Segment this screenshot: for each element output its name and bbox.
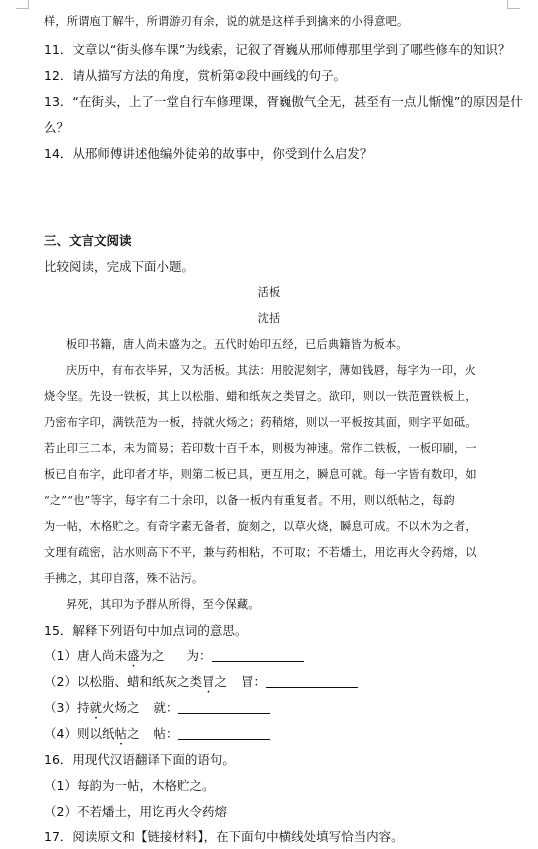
passage-line: 手拂之，其印自落，殊不沾污。 — [44, 572, 204, 585]
page-corner-mark — [507, 0, 520, 9]
section-intro: 比较阅读，完成下面小题。 — [44, 259, 195, 274]
q15-item-text: 之 — [214, 674, 227, 689]
dotted-word: 盛 — [126, 648, 140, 663]
answer-blank[interactable] — [212, 649, 304, 662]
passage-title: 活板 — [257, 286, 281, 299]
q15-item — [44, 648, 304, 670]
q15-item-text: 为之 — [139, 648, 165, 663]
q15-item-text: （2）以松脂、蜡和纸灰之类 — [44, 674, 202, 689]
passage-line: 庆历中，有布衣毕昇，又为活板。其法：用胶泥刻字，薄如钱唇，每字为一印，火 — [66, 364, 476, 377]
q15-target-word: 就： — [153, 700, 179, 715]
passage-line: 若止印三二本，未为简易；若印数十百千本，则极为神速。常作二铁板，一板印刷，一 — [44, 442, 477, 455]
passage-line: 昇死，其印为予群从所得，至今保藏。 — [66, 598, 260, 611]
question-14: 14．从邢师傅讲述他编外徒弟的故事中，你受到什么启发？ — [44, 146, 373, 161]
q15-item — [44, 700, 270, 722]
q15-item-text: 火炀之 — [101, 700, 140, 715]
dotted-word: 冒 — [201, 674, 215, 689]
question-13-cont: 么？ — [44, 120, 70, 135]
question-16: 16．用现代汉语翻译下面的语句。 — [44, 752, 235, 767]
answer-blank[interactable] — [178, 727, 270, 740]
passage-line: 板印书籍，唐人尚未盛为之。五代时始印五经，已后典籍皆为板本。 — [66, 338, 408, 351]
q15-item-text: （1）唐人尚未 — [44, 648, 127, 663]
q16-item: （1）每韵为一帖，木格贮之。 — [44, 778, 215, 793]
question-12: 12．请从描写方法的角度，赏析第②段中画线的句子。 — [44, 68, 347, 83]
q15-target-word: 冒： — [240, 674, 266, 689]
question-13: 13．“在街头，上了一堂自行车修理课，胥巍傲气全无，甚至有一点儿惭愧”的原因是什 — [44, 94, 523, 109]
answer-blank[interactable] — [266, 675, 358, 688]
q15-item-text: （4）则以纸 — [44, 726, 115, 741]
section-title: 三、文言文阅读 — [44, 233, 132, 248]
passage-line: 板已自布字，此印者才毕，则第二板已具，更互用之，瞬息可就。每一字皆有数印，如 — [44, 468, 477, 481]
passage-author: 沈括 — [257, 312, 281, 325]
q16-item: （2）不若燔土，用讫再火令药熔 — [44, 804, 227, 819]
question-17: 17．阅读原文和【链接材料】，在下面句中横线处填写恰当内容。 — [44, 829, 404, 844]
question-15: 15．解释下列语句中加点词的意思。 — [44, 623, 248, 638]
dotted-word: 帖 — [114, 726, 127, 741]
dotted-word: 就 — [89, 700, 102, 715]
q15-target-word: 帖： — [153, 726, 179, 741]
passage-line: 为一帖，木格贮之。有奇字素无备者，旋刻之，以草火烧，瞬息可成。不以木为之者， — [44, 520, 477, 533]
text-line: 样，所谓庖丁解牛，所谓游刃有余，说的就是这样手到擒来的小得意吧。 — [44, 15, 409, 28]
passage-line: 烧令坚。先设一铁板，其上以松脂、蜡和纸灰之类冒之。欲印，则以一铁范置铁板上， — [44, 390, 477, 403]
q15-item — [44, 674, 358, 696]
passage-line: 文理有疏密，沾水则高下不平，兼与药相粘，不可取；不若燔土，用讫再火令药熔，以 — [44, 546, 477, 559]
passage-line: “之”“也”等字，每字有二十余印，以备一板内有重复者。不用，则以纸帖之，每韵 — [44, 494, 455, 507]
page-corner-mark — [16, 0, 29, 9]
q15-target-word: 为： — [186, 648, 212, 663]
passage-line: 乃密布字印，满铁范为一板，持就火炀之；药稍熔，则以一平板按其面，则字平如砥。 — [44, 416, 477, 429]
q15-item — [44, 726, 270, 748]
q15-item-text: 之 — [126, 726, 140, 741]
question-11: 11．文章以“街头修车课”为线索，记叙了胥巍从邢师傅那里学到了哪些修车的知识？ — [44, 42, 511, 57]
answer-blank[interactable] — [178, 701, 270, 714]
q15-item-text: （3）持 — [44, 700, 90, 715]
